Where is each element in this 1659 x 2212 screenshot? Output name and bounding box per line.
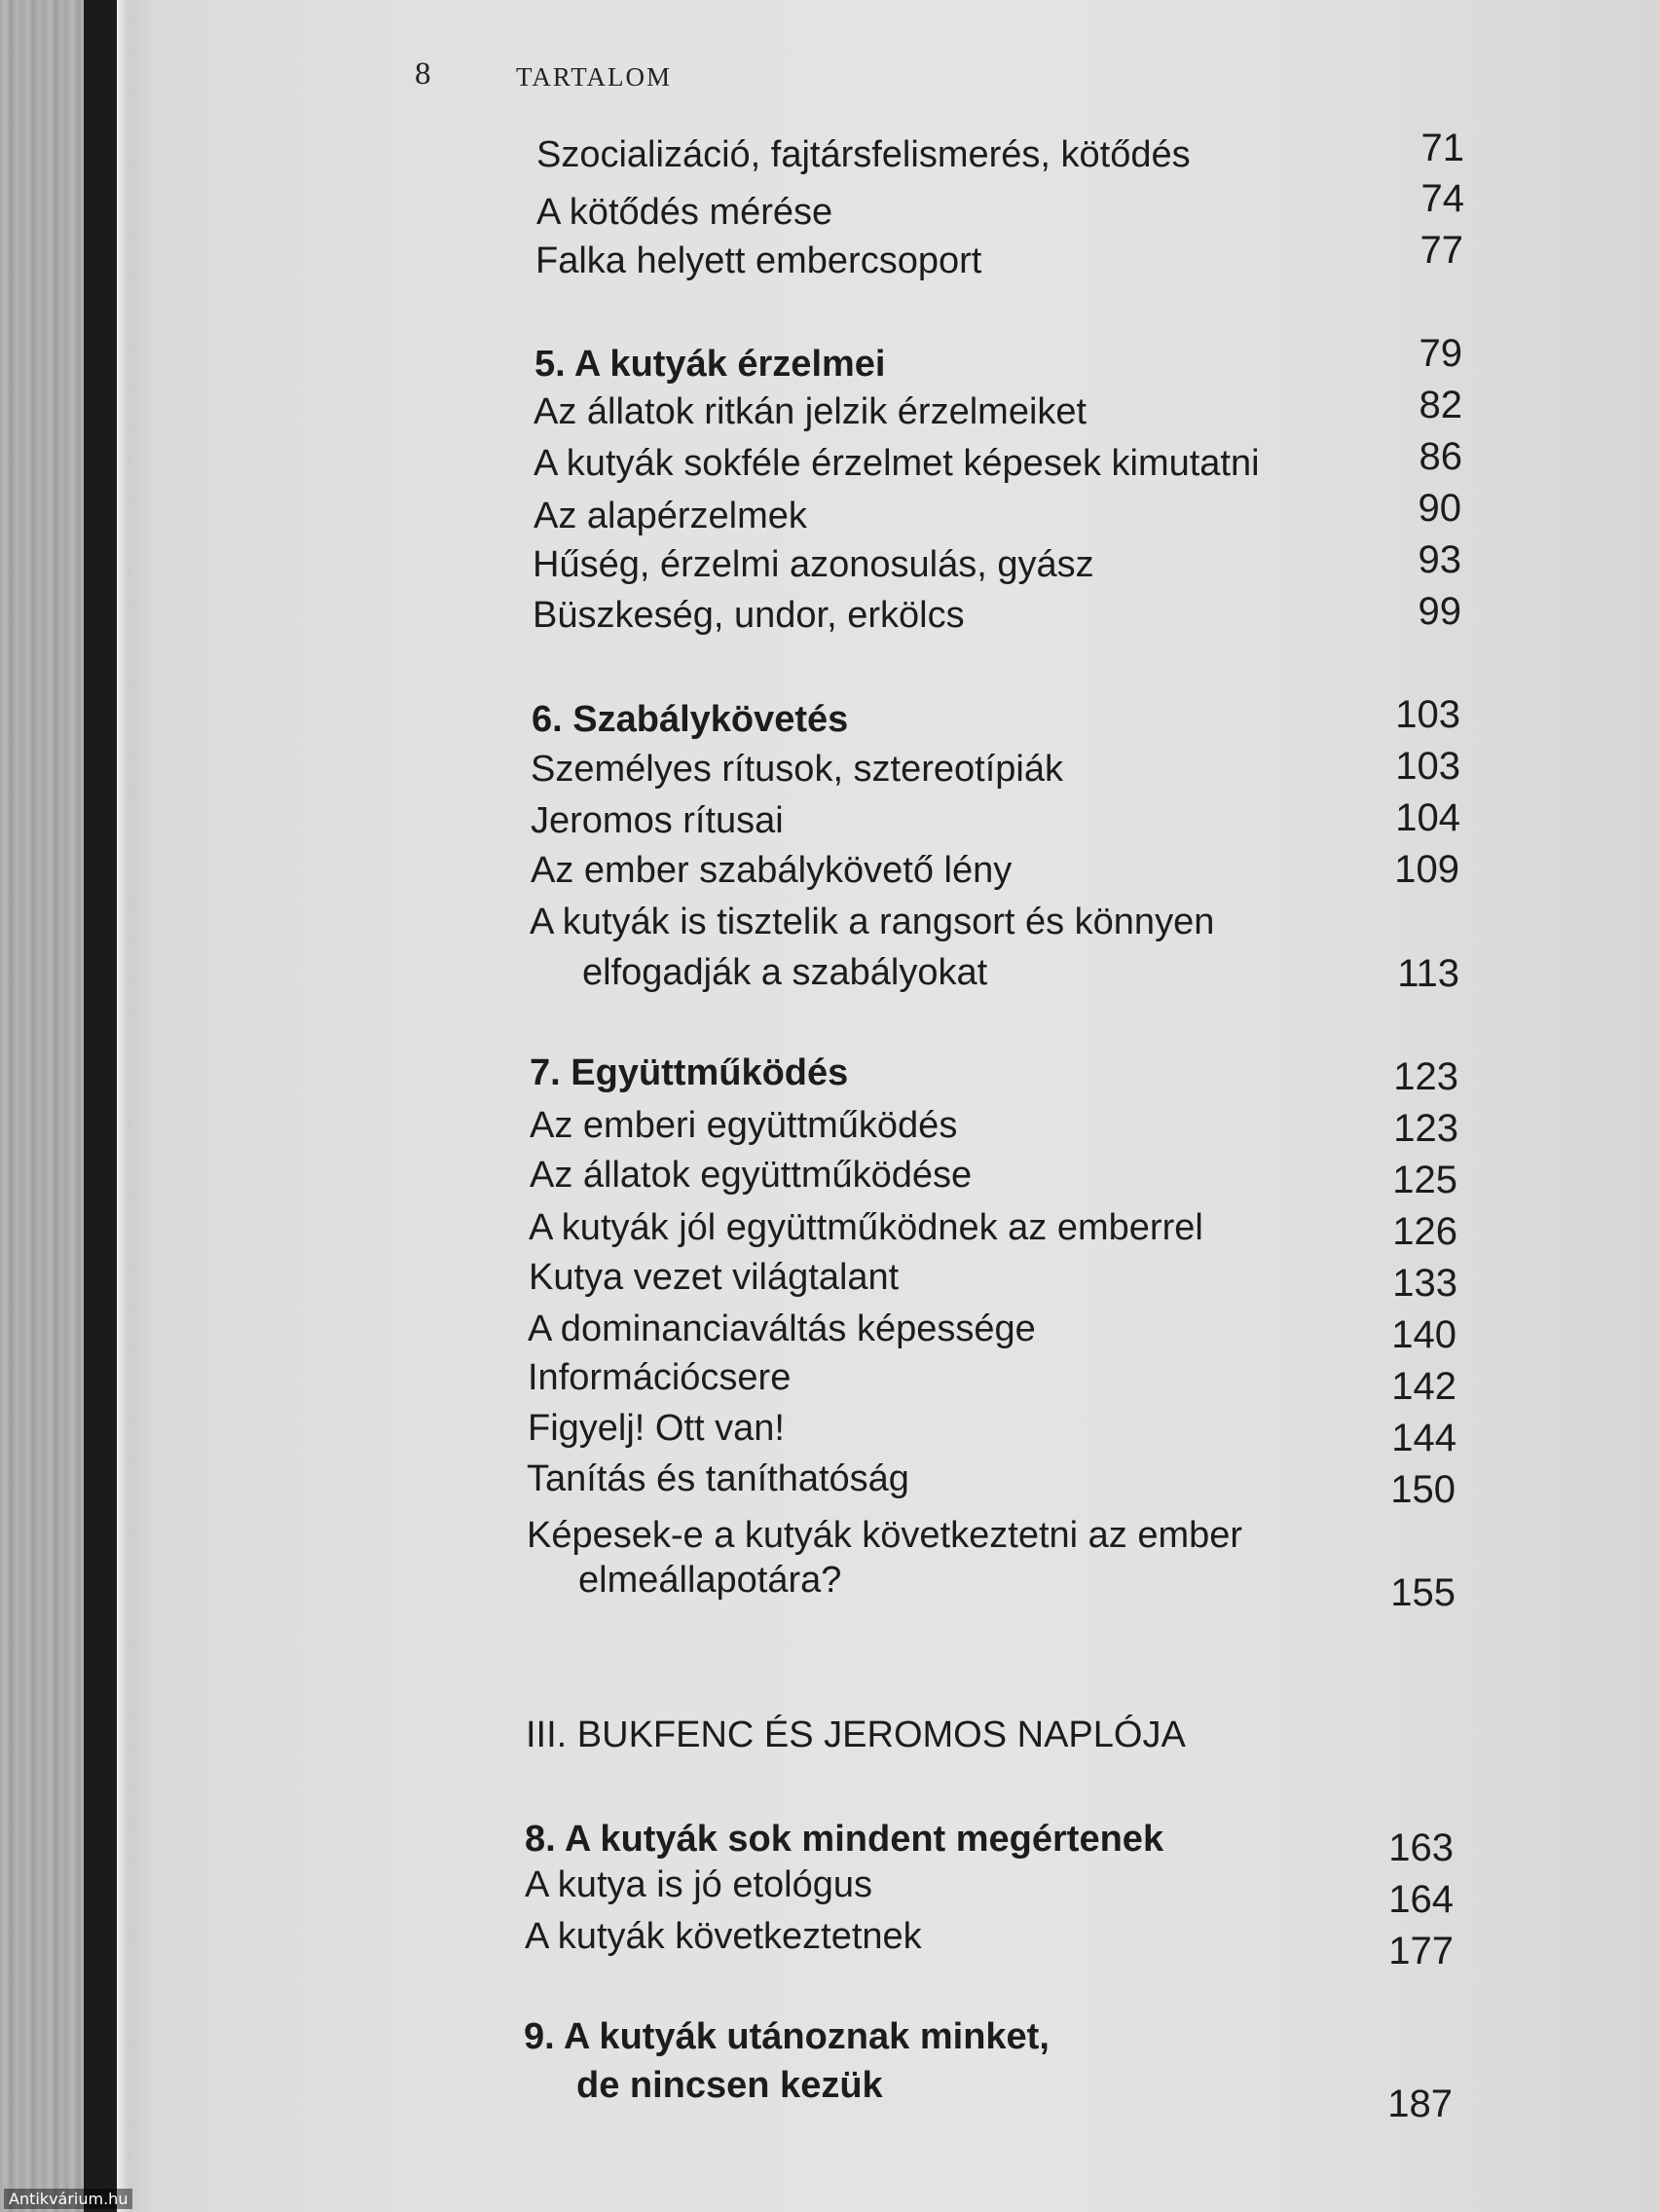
page-number: 8	[415, 56, 431, 92]
toc-entry: Hűség, érzelmi azonosulás, gyász	[533, 544, 1094, 585]
running-head-title: TARTALOM	[516, 62, 673, 92]
toc-entry: Képesek-e a kutyák következtetni az ember	[527, 1515, 1243, 1556]
chapter-title: 8. A kutyák sok mindent megértenek	[525, 1819, 1164, 1860]
toc-entry: Tanítás és taníthatóság	[527, 1458, 909, 1499]
toc-entry: A kutyák is tisztelik a rangsort és könnyen	[530, 902, 1215, 942]
page-ref: 177	[1388, 1930, 1454, 1972]
page-ref: 163	[1388, 1826, 1454, 1869]
page-ref: 71	[1420, 127, 1464, 169]
page-ref: 103	[1395, 745, 1460, 788]
page-ref: 126	[1392, 1210, 1457, 1253]
page-ref: 79	[1419, 332, 1462, 375]
toc-entry: Kutya vezet világtalant	[529, 1257, 900, 1298]
page-ref: 109	[1394, 848, 1459, 891]
toc-entry: Falka helyett embercsoport	[535, 240, 982, 281]
toc-entry-continuation: elmeállapotára?	[578, 1560, 842, 1601]
page-ref: 90	[1418, 487, 1461, 530]
page-ref: 123	[1393, 1107, 1458, 1150]
page-ref: 133	[1392, 1262, 1457, 1305]
page-ref: 82	[1419, 384, 1462, 426]
page-ref: 150	[1390, 1468, 1456, 1511]
page-ref: 142	[1391, 1365, 1456, 1408]
watermark: Antikvárium.hu	[4, 2189, 132, 2209]
toc-entry: A dominanciaváltás képessége	[528, 1309, 1036, 1349]
toc-entry: Az alapérzelmek	[534, 496, 807, 536]
page-ref: 77	[1419, 229, 1463, 272]
toc-entry: Az állatok ritkán jelzik érzelmeiket	[534, 391, 1088, 432]
page-ref: 99	[1418, 590, 1461, 633]
toc-entry: Az állatok együttműködése	[530, 1155, 973, 1196]
page-ref: 103	[1395, 693, 1460, 736]
page-ref: 93	[1418, 538, 1461, 581]
toc-entry: Büszkeség, undor, erkölcs	[533, 595, 965, 636]
toc-entry-continuation: elfogadják a szabályokat	[582, 952, 988, 993]
page-ref: 187	[1387, 2083, 1453, 2125]
page-ref: 113	[1397, 952, 1459, 995]
page-ref: 123	[1393, 1055, 1458, 1098]
toc-entry: Az emberi együttműködés	[530, 1105, 958, 1146]
page-ref: 164	[1388, 1878, 1454, 1921]
toc-entry: Az ember szabálykövető lény	[531, 850, 1013, 891]
toc-entry: Figyelj! Ott van!	[528, 1408, 785, 1449]
chapter-title-continuation: de nincsen kezük	[576, 2065, 883, 2106]
part-title: III. BUKFENC ÉS JEROMOS NAPLÓJA	[526, 1714, 1186, 1755]
toc-entry: A kutyák jól együttműködnek az emberrel	[529, 1207, 1203, 1248]
page-ref: 74	[1420, 177, 1464, 220]
toc-entry: Információcsere	[528, 1357, 792, 1398]
toc-entry: A kutyák következtetnek	[525, 1916, 922, 1957]
page-ref: 140	[1391, 1313, 1456, 1356]
page-ref: 86	[1419, 435, 1462, 478]
toc-entry: Jeromos rítusai	[531, 800, 784, 841]
chapter-title: 9. A kutyák utánoznak minket,	[524, 2016, 1050, 2057]
chapter-title: 6. Szabálykövetés	[532, 699, 849, 740]
chapter-title: 7. Együttműködés	[530, 1052, 849, 1093]
page-ref: 104	[1395, 796, 1460, 839]
chapter-title: 5. A kutyák érzelmei	[535, 344, 886, 385]
page-ref: 125	[1392, 1159, 1457, 1201]
page-ref: 144	[1391, 1417, 1456, 1459]
toc-entry: A kutyák sokféle érzelmet képesek kimutatni	[534, 443, 1260, 484]
page-ref: 155	[1390, 1571, 1456, 1614]
toc-entry: A kutya is jó etológus	[525, 1864, 872, 1905]
toc-entry: Szocializáció, fajtársfelismerés, kötődés	[536, 134, 1191, 175]
toc-entry: Személyes rítusok, sztereotípiák	[531, 749, 1063, 790]
toc-entry: A kötődés mérése	[536, 192, 833, 233]
